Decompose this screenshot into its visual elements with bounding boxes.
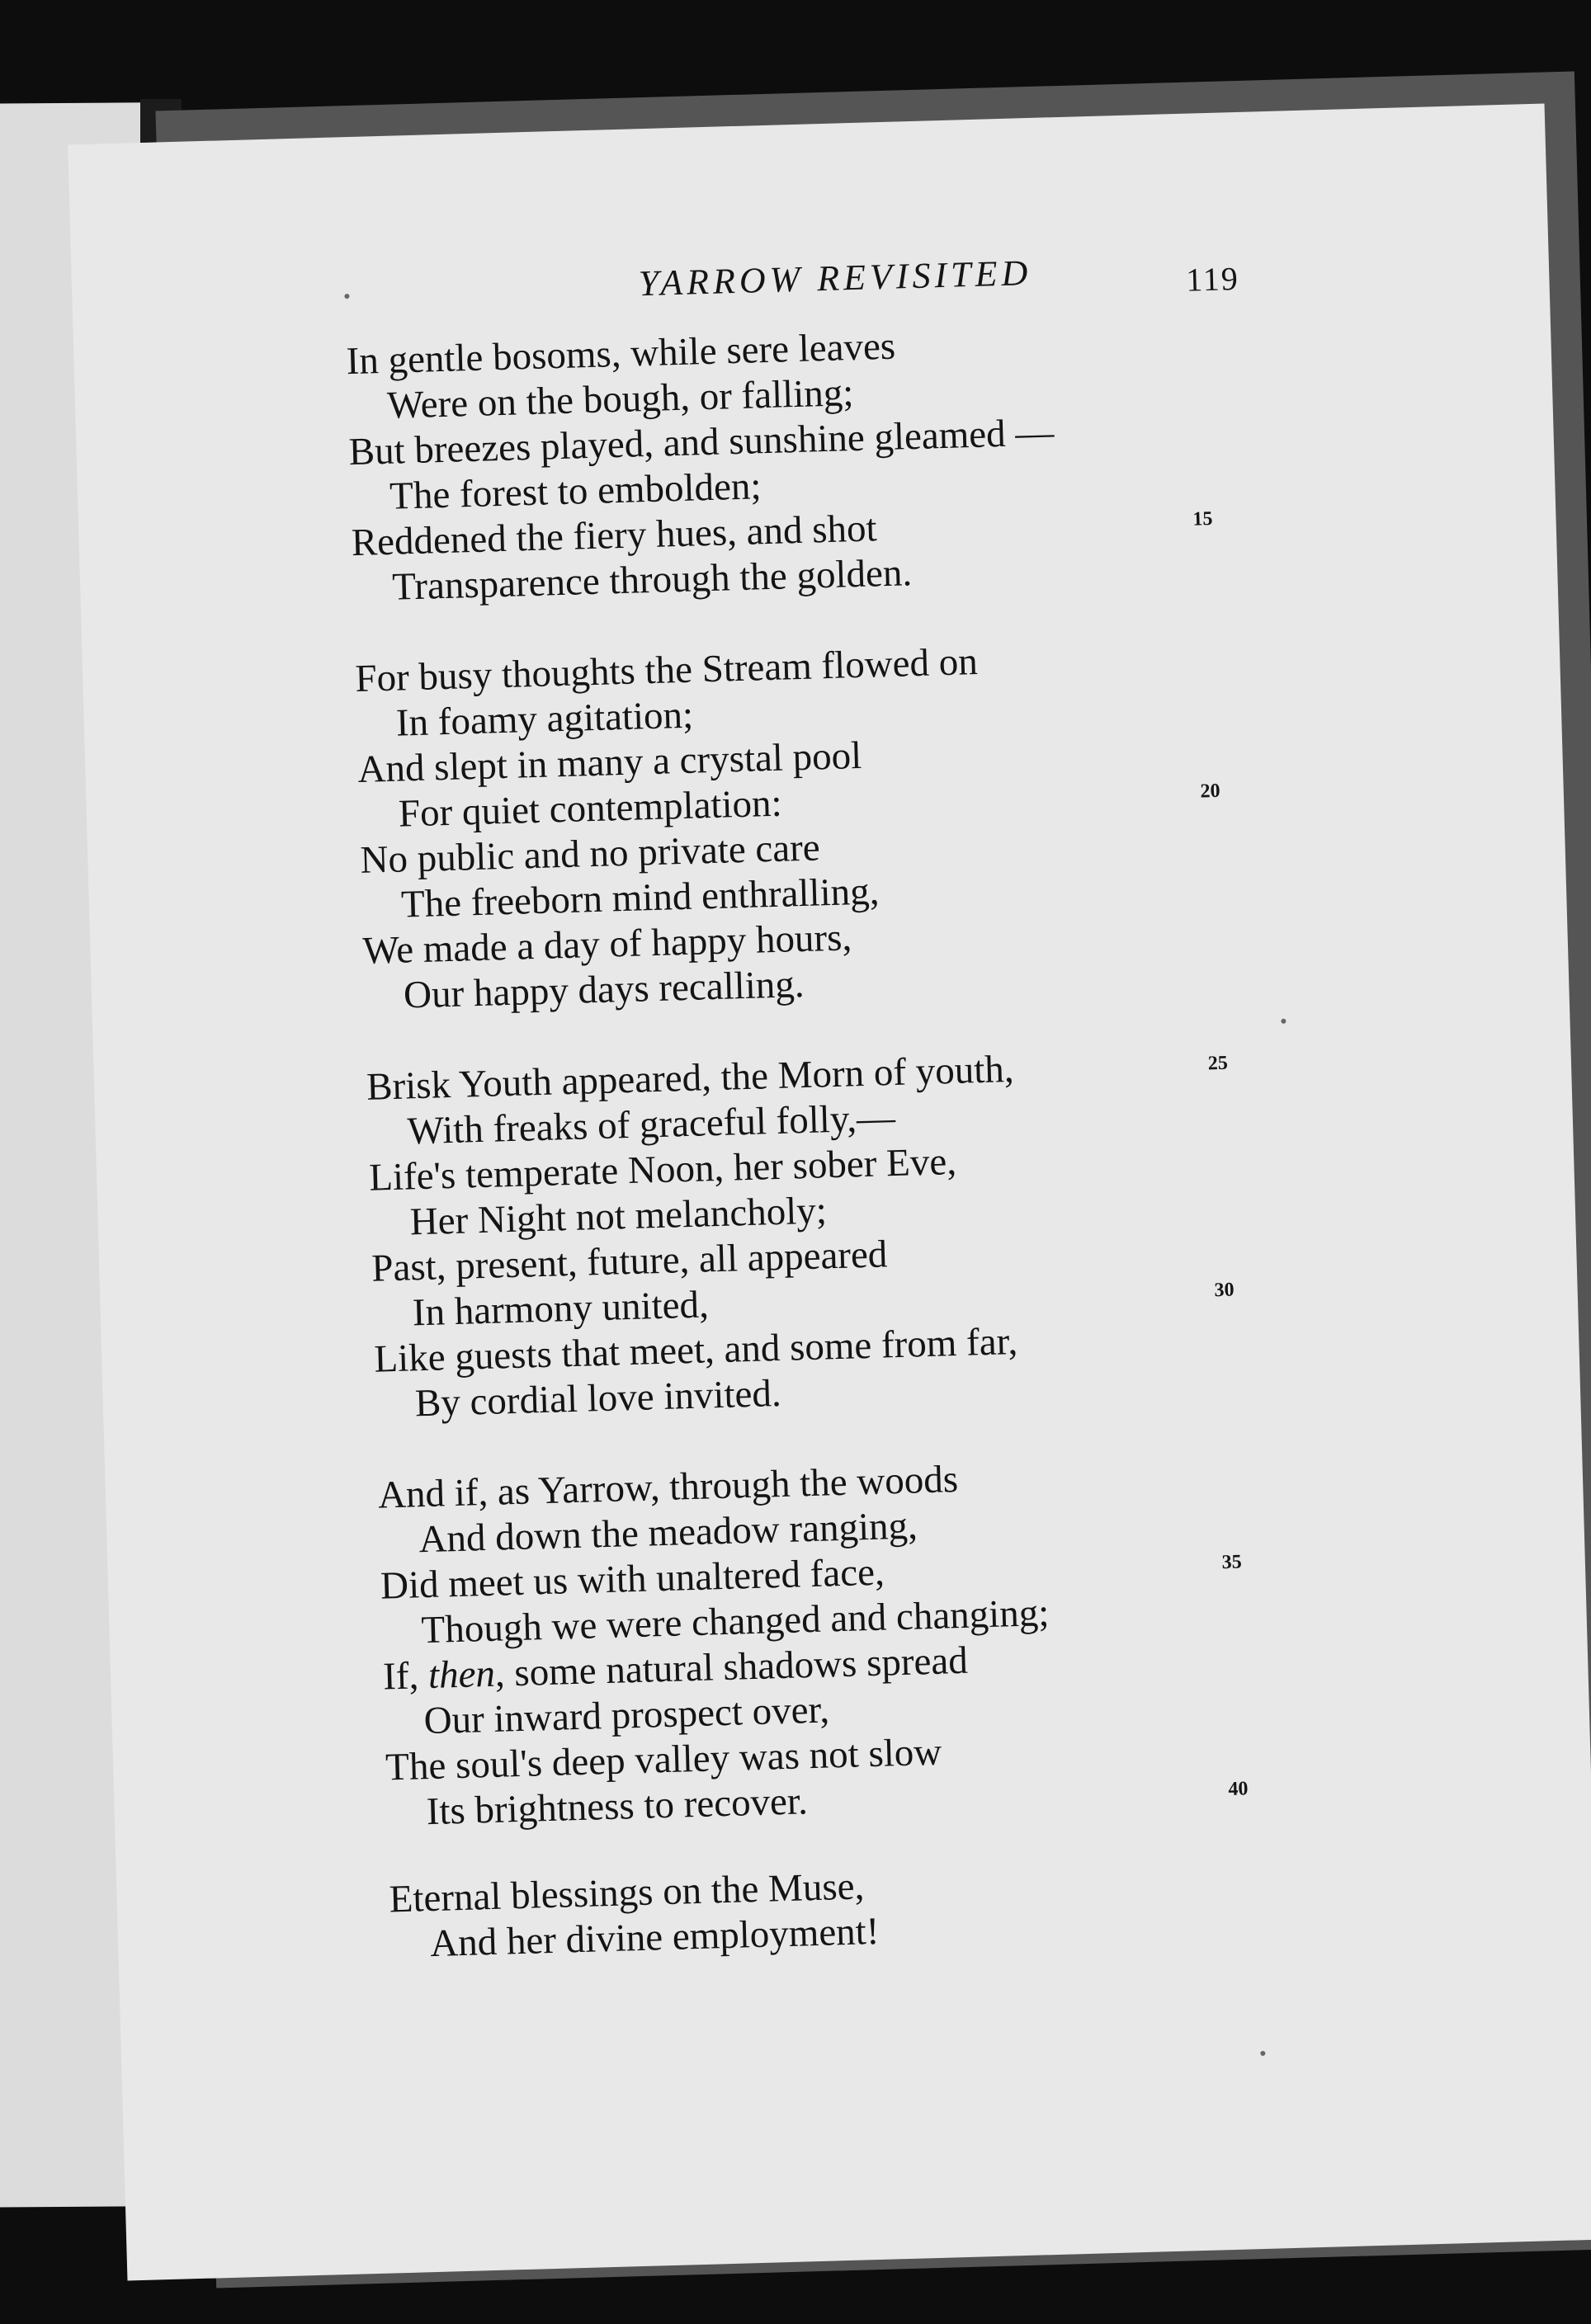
running-head: YARROW REVISITED — [638, 252, 1032, 304]
poem-line: For quiet contemplation: 20 — [358, 767, 1267, 838]
poem-line: With freaks of graceful folly,— — [407, 1096, 896, 1153]
speck — [1260, 2051, 1265, 2056]
poem-line: Though we were changed and changing; — [420, 1591, 1050, 1652]
poem-line: Her Night not melancholy; — [409, 1189, 828, 1244]
line-number: 35 — [1221, 1551, 1243, 1574]
stanza — [389, 1852, 1299, 1968]
poem-line: And if, as Yarrow, through the woods — [377, 1458, 959, 1517]
poem-line: For busy thoughts the Stream flowed on — [354, 639, 979, 701]
poem-line: The freeborn mind enthralling, — [400, 870, 880, 926]
poem-line: We made a day of happy hours, — [361, 916, 852, 973]
speck — [344, 294, 349, 299]
line-number: 20 — [1200, 780, 1220, 803]
poem-line: Our happy days recalling. — [403, 962, 805, 1017]
line-number: 25 — [1207, 1052, 1229, 1075]
line-number: 30 — [1214, 1279, 1235, 1302]
poem-line: Like guests that meet, and some from far, — [373, 1319, 1018, 1381]
poem-line: In gentle bosoms, while sere leaves — [345, 324, 896, 384]
poem-line: Our inward prospect over, — [423, 1688, 830, 1743]
emphasis: then — [427, 1652, 496, 1698]
poem-line: But breezes played, and sunshine gleamed — — [348, 411, 1055, 474]
poem-line: The forest to embolden; — [389, 464, 762, 518]
poem-line: Brisk Youth appeared, the Morn of youth, 25 — [366, 1039, 1274, 1110]
speck — [1281, 1019, 1286, 1024]
poem-line: And down the meadow ranging, — [418, 1504, 918, 1562]
poem-line: In foamy agitation; — [395, 693, 694, 745]
stanza — [377, 1448, 1295, 1836]
poem-line: Past, present, future, all appeared — [371, 1233, 888, 1290]
poem-line: Life's temperate Noon, her sober Eve, — [368, 1139, 957, 1200]
poem-line: Reddened the fiery hues, and shot 15 — [351, 495, 1259, 566]
poem-line: Were on the bough, or falling; — [386, 371, 854, 427]
line-number: 40 — [1228, 1778, 1249, 1801]
poem-line: Eternal blessings on the Muse, — [389, 1864, 865, 1921]
line-number: 15 — [1192, 507, 1213, 530]
poem-line: Its brightness to recover. 40 — [386, 1765, 1295, 1836]
stanza — [366, 1039, 1283, 1428]
book-page — [68, 104, 1591, 2281]
poem-line: The soul's deep valley was not slow — [385, 1730, 942, 1789]
poem-line: If, then, some natural shadows spread — [382, 1638, 969, 1699]
poem-line: Did meet us with unaltered face, 35 — [380, 1539, 1288, 1610]
page-number: 119 — [1185, 259, 1240, 299]
poem-line: And slept in many a crystal pool — [356, 733, 862, 791]
poem-line: In harmony united, 30 — [372, 1266, 1281, 1337]
poem-line: And her divine employment! — [429, 1909, 880, 1966]
poem-line: No public and no private care — [359, 826, 821, 882]
stanza — [355, 631, 1272, 1020]
poem-line: Transparence through the golden. — [391, 551, 913, 609]
stanza — [346, 313, 1261, 611]
poem-line: By cordial love invited. — [414, 1371, 782, 1426]
